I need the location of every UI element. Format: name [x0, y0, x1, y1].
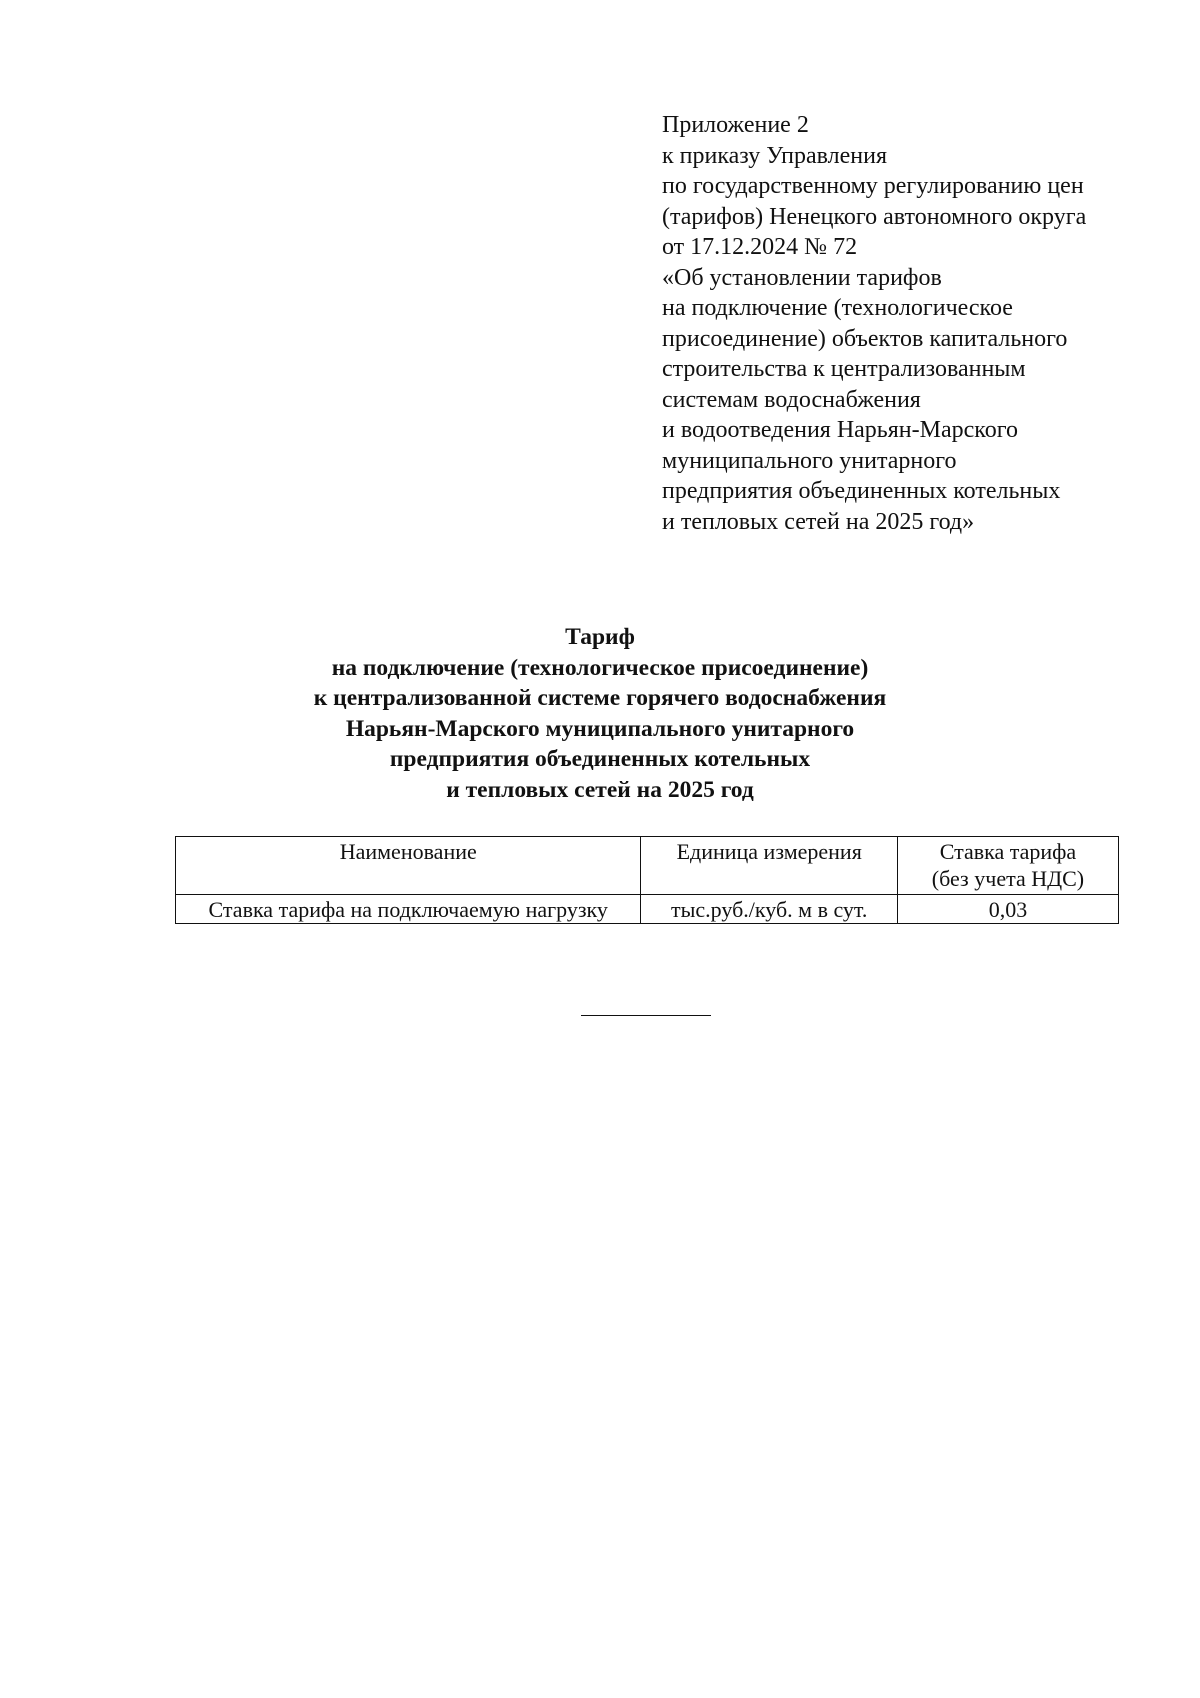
- title-line: Нарьян-Марского муниципального унитарного: [345, 715, 855, 742]
- document-title: [0, 622, 1200, 805]
- appendix-reference: [662, 110, 1142, 537]
- appendix-line: муниципального унитарного: [662, 447, 957, 474]
- appendix-line: по государственному регулированию цен: [662, 173, 1084, 199]
- cell-unit: тыс.руб./куб. м в сут.: [641, 895, 897, 924]
- appendix-line: строительства к централизованным: [662, 356, 1026, 382]
- appendix-line: Приложение 2: [662, 112, 809, 138]
- title-line: к централизованной системе горячего водоснабжения: [313, 685, 887, 711]
- appendix-line: на подключение (технологическое: [662, 295, 1013, 321]
- table-row: [176, 895, 1119, 924]
- appendix-line: предприятия объединенных котельных: [662, 478, 1061, 504]
- table-header-row: [176, 837, 1119, 895]
- title-line: Тариф: [565, 624, 635, 650]
- appendix-line: (тарифов) Ненецкого автономного округа: [662, 203, 1087, 230]
- header-rate: [897, 837, 1118, 895]
- tariff-table: [175, 836, 1119, 924]
- header-rate-line1: Ставка тарифа: [939, 839, 1077, 864]
- appendix-line: и тепловых сетей на 2025 год»: [662, 508, 975, 535]
- header-unit: Единица измерения: [641, 837, 897, 895]
- end-separator-line: [581, 1015, 711, 1016]
- appendix-line: от 17.12.2024 № 72: [662, 234, 858, 260]
- cell-name: Ставка тарифа на подключаемую нагрузку: [176, 895, 641, 924]
- appendix-line: «Об установлении тарифов: [662, 264, 942, 291]
- appendix-line: и водоотведения Нарьян-Марского: [662, 417, 1018, 443]
- title-line: предприятия объединенных котельных: [389, 746, 811, 772]
- title-line: и тепловых сетей на 2025 год: [446, 776, 754, 803]
- appendix-line: системам водоснабжения: [662, 386, 921, 413]
- cell-rate: 0,03: [897, 895, 1118, 924]
- header-name: Наименование: [176, 837, 641, 895]
- appendix-line: присоединение) объектов капитального: [662, 325, 1068, 352]
- header-rate-line2: (без учета НДС): [931, 866, 1085, 891]
- title-line: на подключение (технологическое присоединение): [331, 654, 869, 681]
- appendix-line: к приказу Управления: [662, 142, 888, 169]
